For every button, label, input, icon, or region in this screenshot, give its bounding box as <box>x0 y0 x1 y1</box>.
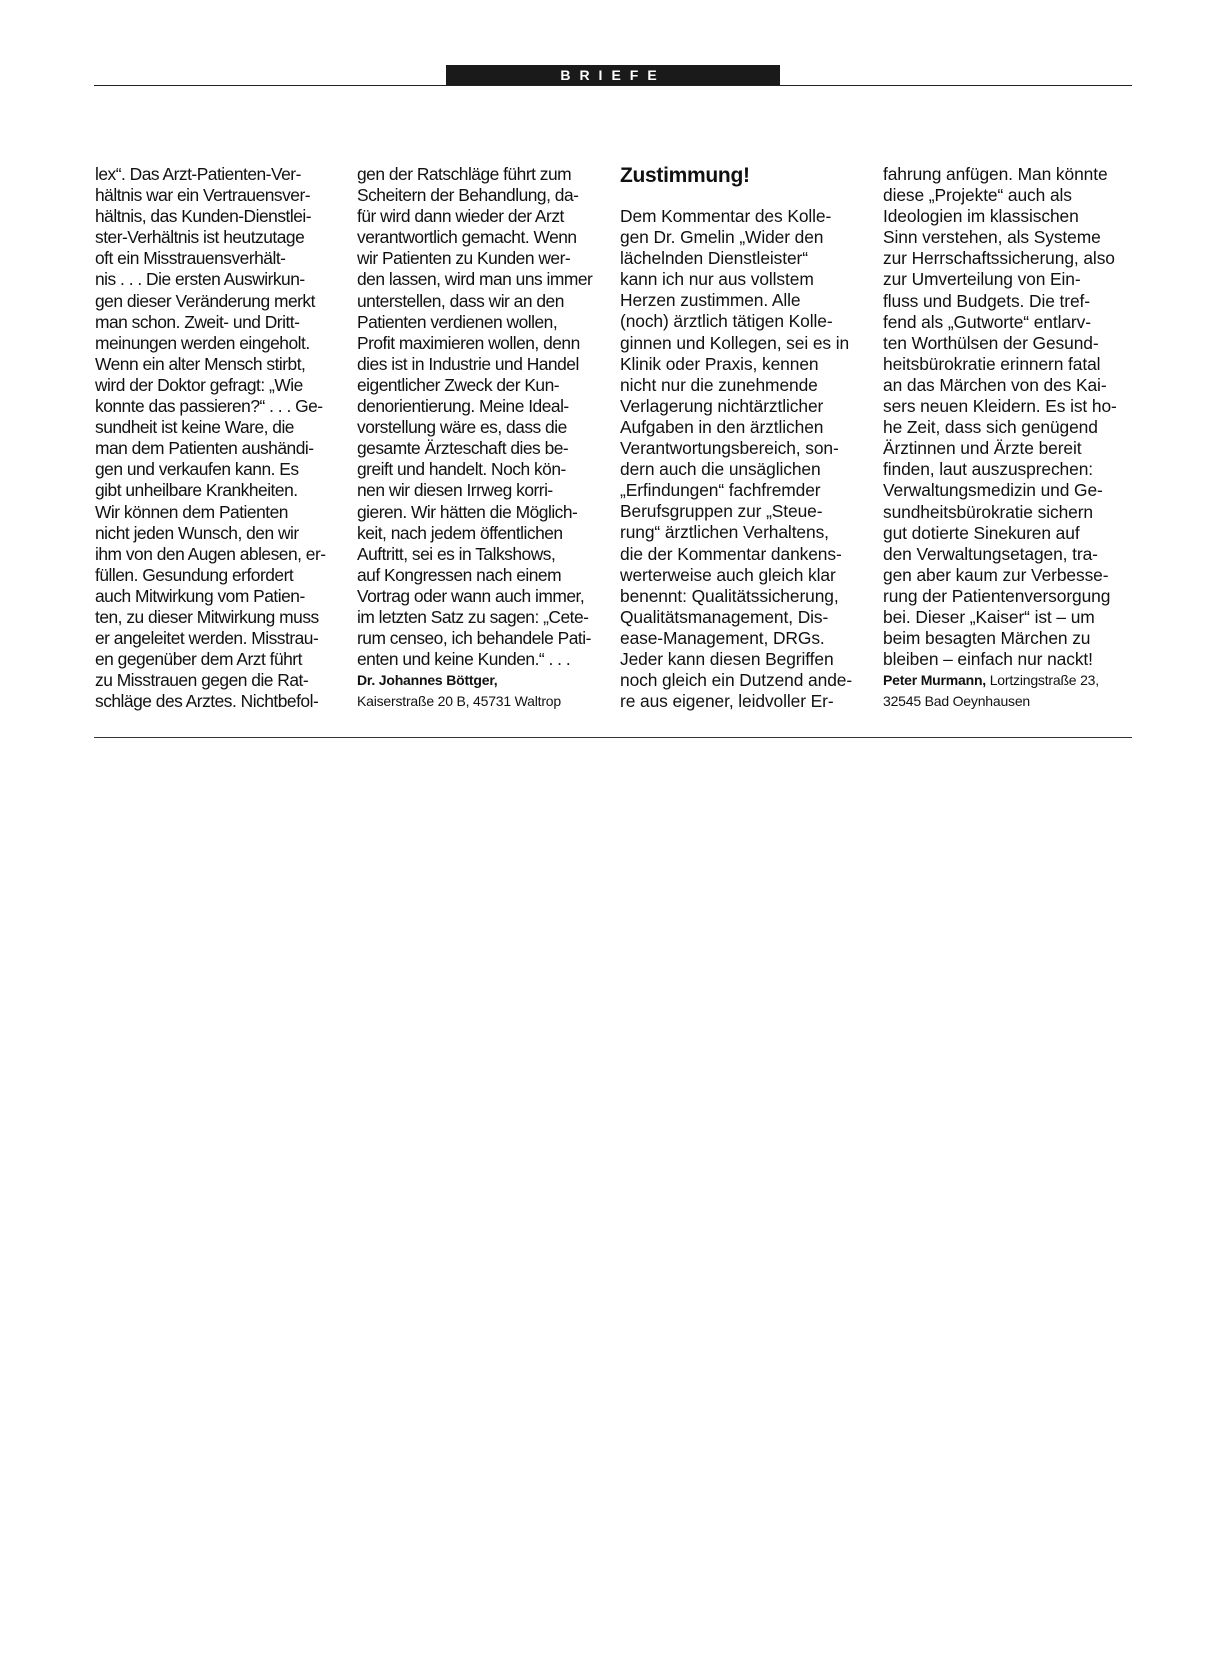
text-line: enten und keine Kunden.“ . . . <box>357 649 571 670</box>
text-line: zur Umverteilung von Ein- <box>883 269 1081 290</box>
author-address-line2: 32545 Bad Oeynhausen <box>883 693 1031 710</box>
text-line: nicht nur die zunehmende <box>620 374 818 395</box>
text-line: Jeder kann diesen Begriffen <box>620 648 834 669</box>
text-line: zur Herrschaftssicherung, also <box>883 248 1115 269</box>
text-line: Wenn ein alter Mensch stirbt, <box>95 353 306 374</box>
text-line: auch Mitwirkung vom Patien- <box>95 585 305 606</box>
text-line: Sinn verstehen, als Systeme <box>883 227 1101 248</box>
author-name: Dr. Johannes Böttger, <box>357 672 498 689</box>
text-line: beim besagten Märchen zu <box>883 628 1091 649</box>
text-line: ster-Verhältnis ist heutzutage <box>95 227 305 248</box>
text-line: gut dotierte Sinekuren auf <box>883 522 1080 543</box>
text-line: Dem Kommentar des Kolle- <box>620 206 832 226</box>
text-line: noch gleich ein Dutzend ande- <box>620 670 853 691</box>
text-line: fahrung anfügen. Man könnte <box>883 164 1108 184</box>
column-2 <box>357 164 592 712</box>
header-rule <box>94 85 1132 86</box>
text-line: Patienten verdienen wollen, <box>357 311 558 332</box>
text-line: Berufsgruppen zur „Steue- <box>620 501 823 522</box>
text-line: diese „Projekte“ auch als <box>883 185 1072 206</box>
text-line: Auftritt, sei es in Talkshows, <box>357 543 556 564</box>
text-line: Scheitern der Behandlung, da- <box>357 185 579 206</box>
text-line: rum censeo, ich behandele Pati- <box>357 628 591 649</box>
letter-heading: Zustimmung! <box>620 164 750 187</box>
text-line: füllen. Gesundung erfordert <box>95 564 294 585</box>
text-line: hältnis war ein Vertrauensver- <box>95 185 311 206</box>
text-line: man dem Patienten aushändi- <box>95 438 314 459</box>
footer-rule <box>94 737 1132 738</box>
text-line: benennt: Qualitätssicherung, <box>620 585 839 606</box>
text-line: Qualitätsmanagement, Dis- <box>620 606 829 627</box>
text-line: finden, laut auszusprechen: <box>883 459 1093 480</box>
text-line: meinungen werden eingeholt. <box>95 332 310 353</box>
text-line: gen Dr. Gmelin „Wider den <box>620 227 824 248</box>
text-line: zu Misstrauen gegen die Rat- <box>95 670 309 691</box>
text-line: dies ist in Industrie und Handel <box>357 353 579 374</box>
text-line: rung der Patientenversorgung <box>883 585 1111 606</box>
text-line: Aufgaben in den ärztlichen <box>620 416 824 437</box>
text-line: er angeleitet werden. Misstrau- <box>95 628 319 649</box>
text-line: fend als „Gutworte“ entlarv- <box>883 311 1091 332</box>
text-line: im letzten Satz zu sagen: „Cete- <box>357 606 589 627</box>
text-line: denorientierung. Meine Ideal- <box>357 396 569 417</box>
text-line: Verlagerung nichtärztlicher <box>620 395 824 416</box>
text-line: Ärztinnen und Ärzte bereit <box>883 438 1082 459</box>
text-line: verantwortlich gemacht. Wenn <box>357 227 577 248</box>
text-line: „Erfindungen“ fachfremder <box>620 480 821 501</box>
text-line: Klinik oder Praxis, kennen <box>620 353 819 374</box>
text-line: gen der Ratschläge führt zum <box>357 164 572 184</box>
text-line: greift und handelt. Noch kön- <box>357 459 566 480</box>
text-line: gen und verkaufen kann. Es <box>95 459 299 480</box>
text-line: fluss und Budgets. Die tref- <box>883 290 1090 311</box>
text-line: gen aber kaum zur Verbesse- <box>883 564 1109 585</box>
text-line: ginnen und Kollegen, sei es in <box>620 332 850 353</box>
text-line: an das Märchen von des Kai- <box>883 374 1107 395</box>
text-line: Profit maximieren wollen, denn <box>357 332 580 353</box>
text-line: sundheitsbürokratie sichern <box>883 501 1093 522</box>
text-line: ten, zu dieser Mitwirkung muss <box>95 606 319 627</box>
text-line: man schon. Zweit- und Dritt- <box>95 311 300 332</box>
author-address: Lortzingstraße 23, <box>989 672 1099 689</box>
text-line: den lassen, wird man uns immer <box>357 269 593 290</box>
text-line: bei. Dieser „Kaiser“ ist – um <box>883 606 1095 627</box>
text-line: nicht jeden Wunsch, den wir <box>95 522 299 543</box>
text-line: ihm von den Augen ablesen, er- <box>95 543 326 564</box>
text-line: vorstellung wäre es, dass die <box>357 417 567 438</box>
text-line: sers neuen Kleidern. Es ist ho- <box>883 396 1117 417</box>
text-line: bleiben – einfach nur nackt! <box>883 649 1093 670</box>
text-line: Verantwortungsbereich, son- <box>620 438 839 459</box>
text-line: ten Worthülsen der Gesund- <box>883 332 1099 353</box>
author-name: Peter Murmann, <box>883 672 986 689</box>
text-line: ease-Management, DRGs. <box>620 627 825 648</box>
column-3 <box>620 206 852 712</box>
text-line: sundheit ist keine Ware, die <box>95 417 294 438</box>
column-4 <box>883 164 1117 712</box>
text-line: gen dieser Veränderung merkt <box>95 290 315 311</box>
text-line: nis . . . Die ersten Auswirkun- <box>95 269 305 290</box>
text-line: Herzen zustimmen. Alle <box>620 290 801 311</box>
text-line: gesamte Ärzteschaft dies be- <box>357 438 569 459</box>
text-line: Vortrag oder wann auch immer, <box>357 585 585 606</box>
text-line: hältnis, das Kunden-Dienstlei- <box>95 206 312 227</box>
text-line: konnte das passieren?“ . . . Ge- <box>95 396 323 417</box>
text-line: kann ich nur aus vollstem <box>620 269 814 290</box>
text-line: lächelnden Dienstleister“ <box>620 248 808 269</box>
text-line: für wird dann wieder der Arzt <box>357 206 564 227</box>
text-line: lex“. Das Arzt-Patienten-Ver- <box>95 164 301 184</box>
text-line: heitsbürokratie erinnern fatal <box>883 353 1101 374</box>
text-line: (noch) ärztlich tätigen Kolle- <box>620 311 833 332</box>
text-line: unterstellen, dass wir an den <box>357 290 564 311</box>
section-label: BRIEFE <box>446 65 780 85</box>
author-signature <box>883 670 1117 691</box>
author-address: Kaiserstraße 20 B, 45731 Waltrop <box>357 693 561 710</box>
column-1 <box>95 164 326 712</box>
text-line: he Zeit, dass sich genügend <box>883 417 1098 438</box>
text-line: nen wir diesen Irrweg korri- <box>357 480 553 501</box>
text-line: Ideologien im klassischen <box>883 206 1079 227</box>
text-line: auf Kongressen nach einem <box>357 564 562 585</box>
text-line: gieren. Wir hätten die Möglich- <box>357 501 578 522</box>
text-line: wird der Doktor gefragt: „Wie <box>95 374 303 395</box>
text-line: eigentlicher Zweck der Kun- <box>357 374 560 395</box>
text-line: wir Patienten zu Kunden wer- <box>357 248 571 269</box>
text-line: die der Kommentar dankens- <box>620 543 842 564</box>
text-line: den Verwaltungsetagen, tra- <box>883 543 1098 564</box>
text-line: rung“ ärztlichen Verhaltens, <box>620 522 829 543</box>
text-line: Wir können dem Patienten <box>95 501 288 522</box>
text-line: oft ein Misstrauensverhält- <box>95 248 286 269</box>
text-line: schläge des Arztes. Nichtbefol- <box>95 691 319 712</box>
text-line: dern auch die unsäglichen <box>620 459 821 480</box>
text-line: gibt unheilbare Krankheiten. <box>95 480 298 501</box>
text-line: re aus eigener, leidvoller Er- <box>620 691 834 712</box>
text-line: keit, nach jedem öffentlichen <box>357 522 563 543</box>
text-line: Verwaltungsmedizin und Ge- <box>883 480 1103 501</box>
text-line: werterweise auch gleich klar <box>620 564 836 585</box>
text-line: en gegenüber dem Arzt führt <box>95 649 302 670</box>
